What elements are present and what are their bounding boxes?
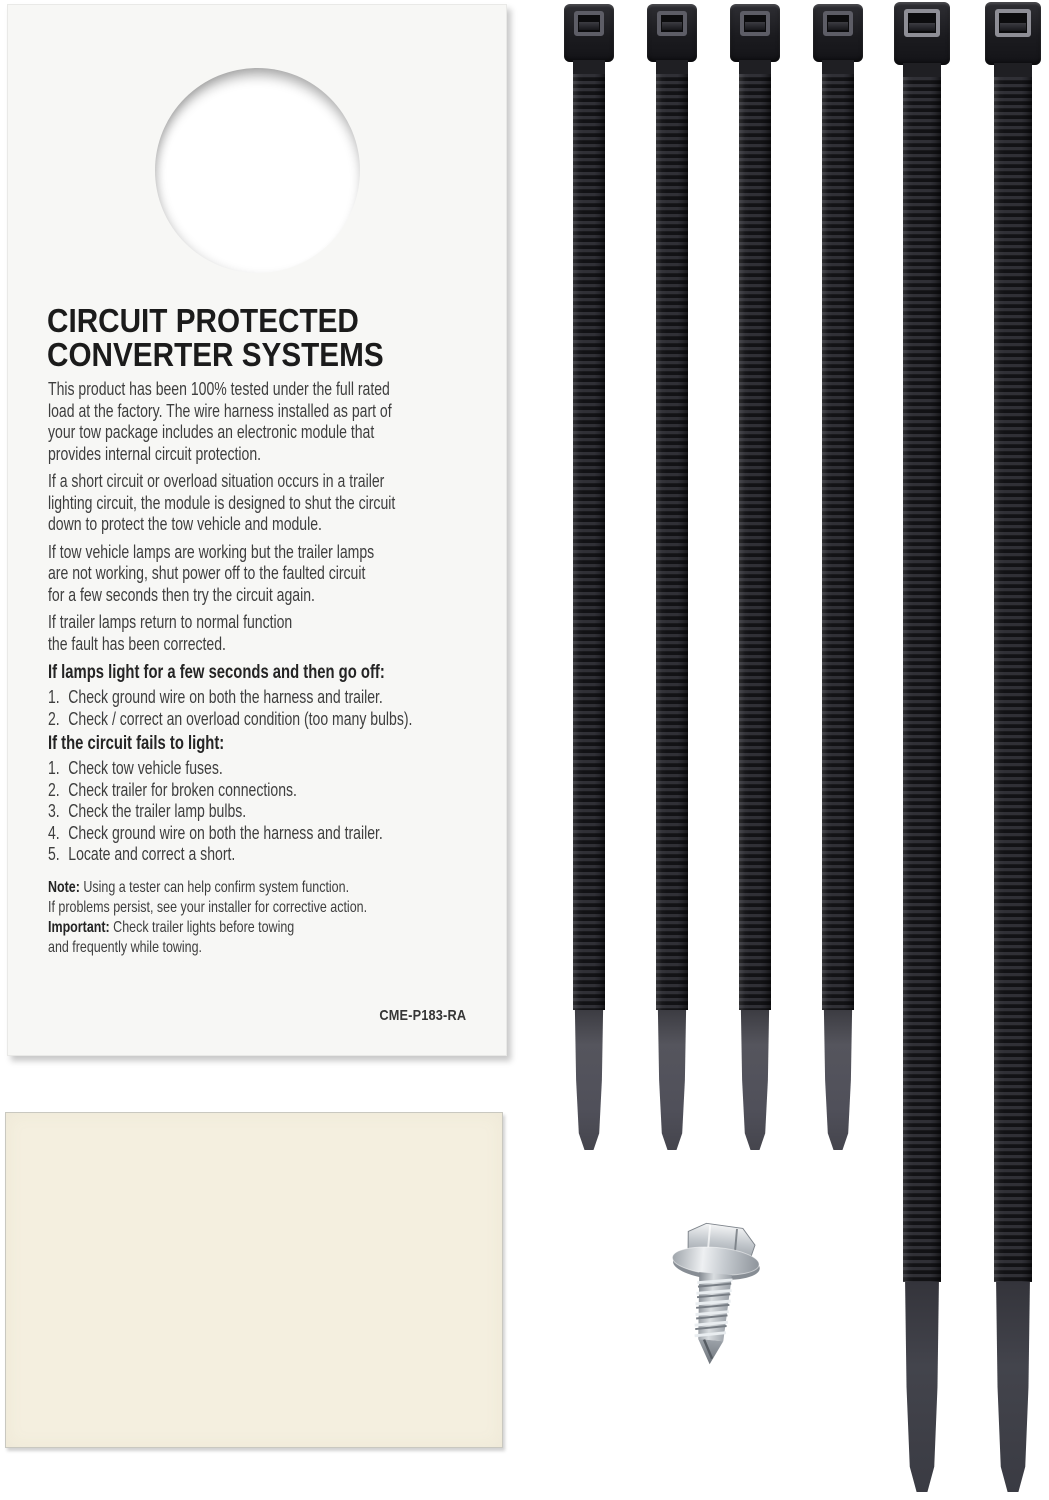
important-block: Important: Check trailer lights before towing and frequently while towing. <box>48 918 295 956</box>
door-hanger-hole <box>155 68 360 273</box>
blank-cream-card <box>5 1112 503 1448</box>
card-title-line1: CIRCUIT PROTECTED <box>47 302 359 339</box>
cable-tie-tail <box>823 1010 853 1150</box>
cable-tie-head <box>813 4 863 62</box>
list-item: 3. Check the trailer lamp bulbs. <box>48 801 247 821</box>
screw-graphic <box>645 1211 774 1376</box>
cable-tie-tail <box>740 1010 770 1150</box>
list-item: 2. Check trailer for broken connections. <box>48 779 297 800</box>
cable-tie-strap <box>573 60 605 1010</box>
important-label: Important: <box>48 918 110 936</box>
cable-tie-tail <box>995 1282 1031 1492</box>
cable-tie-head <box>647 4 697 62</box>
door-hanger-card <box>7 4 507 1056</box>
persist-text: If problems persist, see your installer for corrective action. <box>48 898 368 916</box>
cable-tie-pawl <box>662 22 682 30</box>
card-body-text <box>48 379 532 958</box>
cable-tie-strap <box>903 63 941 1282</box>
list-lamps-go-off <box>48 687 532 730</box>
cable-tie-tail <box>657 1010 687 1150</box>
cable-tie-pawl <box>828 22 848 30</box>
hex-head-screw <box>645 1211 774 1376</box>
cable-tie-pawl <box>909 23 935 31</box>
cable-tie-slot <box>823 11 853 36</box>
cable-tie-pawl <box>745 22 765 30</box>
cable-tie-slot <box>574 11 604 36</box>
list-item: 2. Check / correct an overload condition (too many bulbs). <box>48 708 413 729</box>
cable-tie-strap <box>822 60 854 1010</box>
paragraph-return-normal: If trailer lamps return to normal function the fault has been corrected. <box>48 612 293 654</box>
cable-tie-strap <box>656 60 688 1010</box>
list-item: 5. Locate and correct a short. <box>48 844 236 864</box>
cable-tie-pawl <box>1000 23 1026 31</box>
list-item: 1. Check tow vehicle fuses. <box>48 758 223 778</box>
cable-tie-head <box>985 2 1041 65</box>
cable-tie-strap <box>994 63 1032 1282</box>
section-heading-fails-to-light: If the circuit fails to light: <box>48 733 225 754</box>
note-label: Note: <box>48 878 80 896</box>
card-title-line2: CONVERTER SYSTEMS <box>47 336 384 373</box>
cable-tie-slot <box>740 11 770 36</box>
cable-tie-pawl <box>579 22 599 30</box>
list-fails-to-light <box>48 758 532 866</box>
list-item: 1. Check ground wire on both the harness and trailer. <box>48 687 383 707</box>
paragraph-short-circuit: If a short circuit or overload situation occurs in a trailer lighting circuit, the module is designed to shut the circuit down to protect the tow vehicle and module. <box>48 471 396 534</box>
cable-tie-head <box>894 2 950 65</box>
note-block: Note: Using a tester can help confirm system function. If problems persist, see your installer for corrective action. <box>48 878 532 918</box>
card-title <box>47 304 384 372</box>
cable-tie-tail <box>574 1010 604 1150</box>
cable-tie-slot <box>657 11 687 36</box>
cable-tie-head <box>730 4 780 62</box>
cable-tie-slot <box>904 9 940 37</box>
cable-tie-strap <box>739 60 771 1010</box>
cable-tie-head <box>564 4 614 62</box>
paragraph-tow-lamps: If tow vehicle lamps are working but the trailer lamps are not working, shut power off to the faulted circuit for a few seconds then try the circuit again. <box>48 541 375 605</box>
part-number: CME-P183-RA <box>379 1007 466 1024</box>
cable-tie-tail <box>904 1282 940 1492</box>
paragraph-tested: This product has been 100% tested under the full rated load at the factory. The wire harness installed as part of your tow package includes an electronic module that provides internal circuit protection. <box>48 379 392 464</box>
list-item: 4. Check ground wire on both the harness and trailer. <box>48 822 383 843</box>
section-heading-lamps-go-off: If lamps light for a few seconds and then go off: <box>48 662 385 683</box>
cable-tie-slot <box>995 9 1031 37</box>
